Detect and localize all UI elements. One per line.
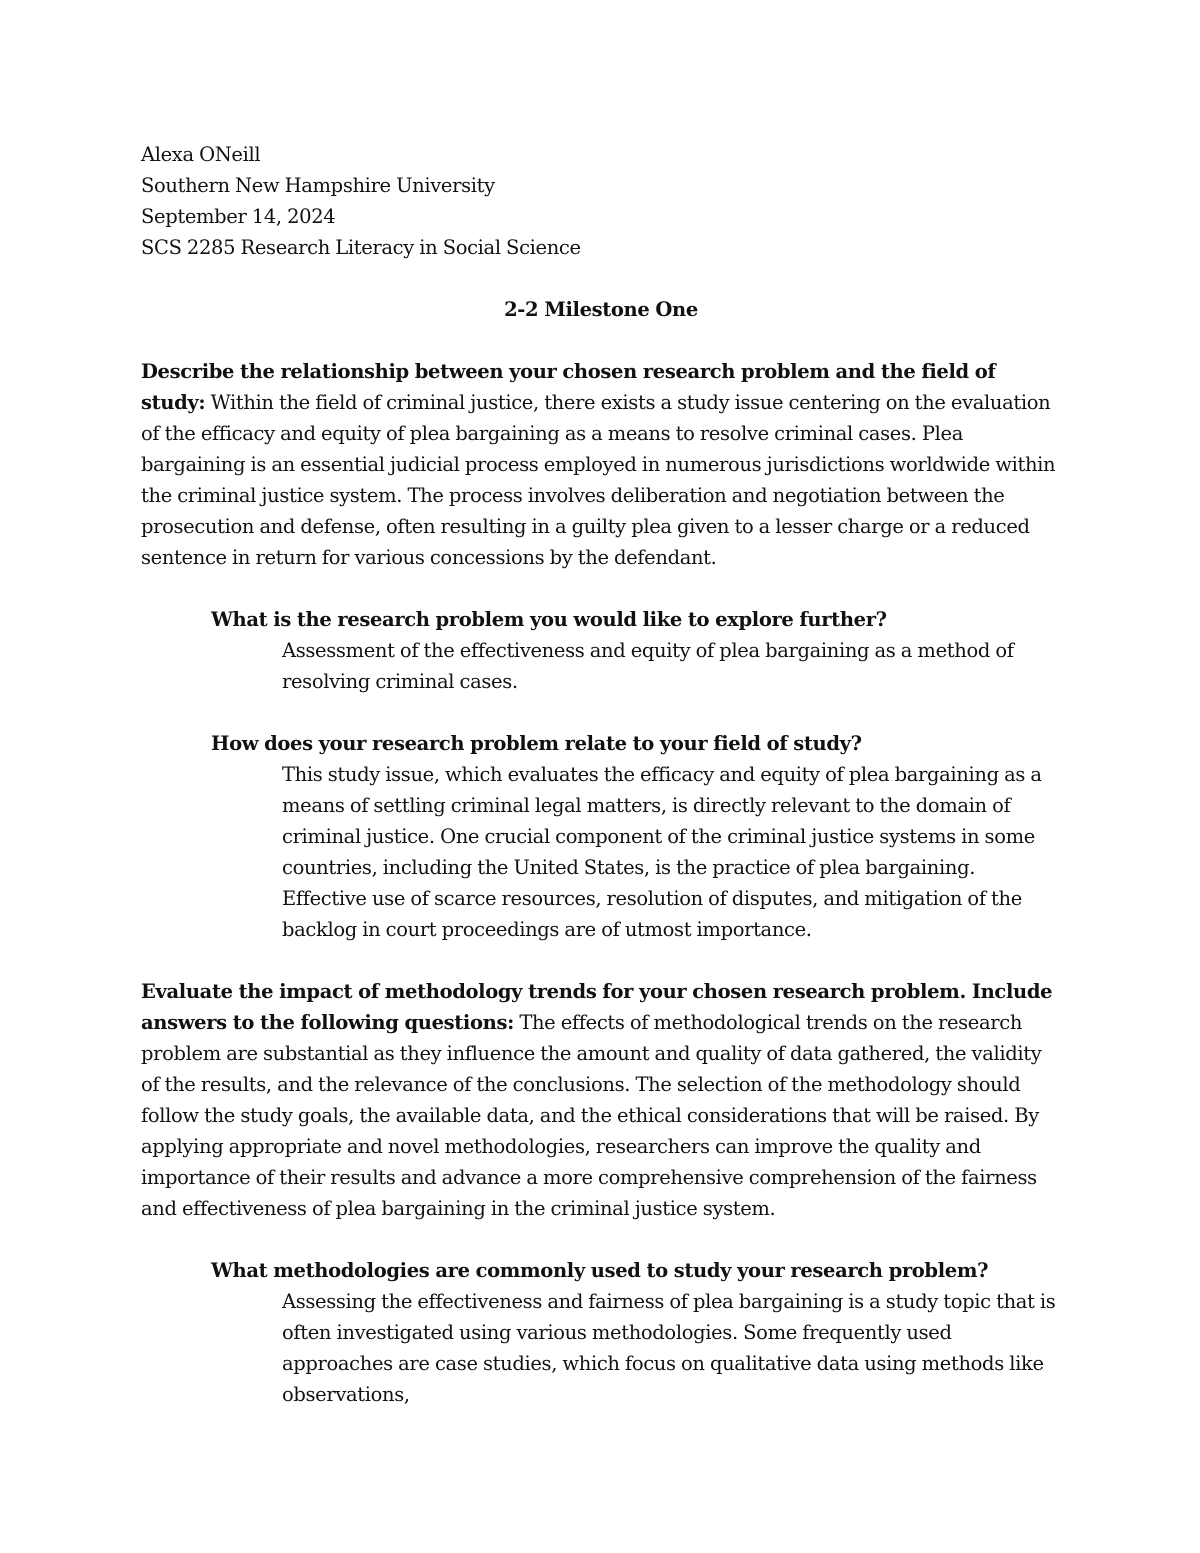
question-field-relation-heading: How does your research problem relate to your field of study? [211, 732, 862, 755]
document-page [141, 139, 1061, 1441]
question-methodologies [211, 1255, 1061, 1410]
question-research-problem-answer: Assessment of the effectiveness and equity of plea bargaining as a method of resolving criminal cases. [282, 639, 1014, 693]
question-methodologies-answer: Assessing the effectiveness and fairness of plea bargaining is a study topic that is often investigated using various methodologies. Some frequently used approaches are case studies, which focus on qualitative data using methods like observations, [282, 1290, 1056, 1406]
question-research-problem [211, 604, 1061, 697]
section-relationship [141, 356, 1061, 573]
section-relationship-body: Within the field of criminal justice, there exists a study issue centering on the evaluation of the efficacy and equity of plea bargaining as a means to resolve criminal cases. Plea bargaining is an essential judicial process employed in numerous jurisdictions worldwide within the criminal justice system. The process involves deliberation and negotiation between the prosecution and defense, often resulting in a guilty plea given to a lesser charge or a reduced sentence in return for various concessions by the defendant. [141, 391, 1056, 569]
institution-name: Southern New Hampshire University [141, 174, 495, 197]
question-methodologies-heading: What methodologies are commonly used to study your research problem? [211, 1259, 989, 1282]
section-methodology [141, 976, 1061, 1224]
section-relationship-paragraph [141, 356, 1061, 573]
course-name: SCS 2285 Research Literacy in Social Science [141, 236, 581, 259]
section-relationship-heading: Describe the relationship between your chosen research problem and the field of study: [141, 360, 996, 414]
section-methodology-body: The effects of methodological trends on the research problem are substantial as they influence the amount and quality of data gathered, the validity of the results, and the relevance of the conclusions. The selection of the methodology should follow the study goals, the available data, and the ethical considerations that will be raised. By applying appropriate and novel methodologies, researchers can improve the quality and importance of their results and advance a more comprehensive comprehension of the fairness and effectiveness of plea bargaining in the criminal justice system. [141, 1011, 1042, 1220]
document-title: 2-2 Milestone One [504, 298, 698, 321]
question-field-relation-answer: This study issue, which evaluates the efficacy and equity of plea bargaining as a means of settling criminal legal matters, is directly relevant to the domain of criminal justice. One crucial component of the criminal justice systems in some countries, including the United States, is the practice of plea bargaining. Effective use of scarce resources, resolution of disputes, and mitigation of the backlog in court proceedings are of utmost importance. [282, 763, 1042, 941]
question-field-relation [211, 728, 1061, 945]
section-methodology-paragraph [141, 976, 1061, 1224]
author-name: Alexa ONeill [141, 143, 261, 166]
section-methodology-heading: Evaluate the impact of methodology trends for your chosen research problem. Include answers to the following questions: [141, 980, 1053, 1034]
question-research-problem-heading: What is the research problem you would like to explore further? [211, 608, 887, 631]
document-date: September 14, 2024 [141, 205, 336, 228]
